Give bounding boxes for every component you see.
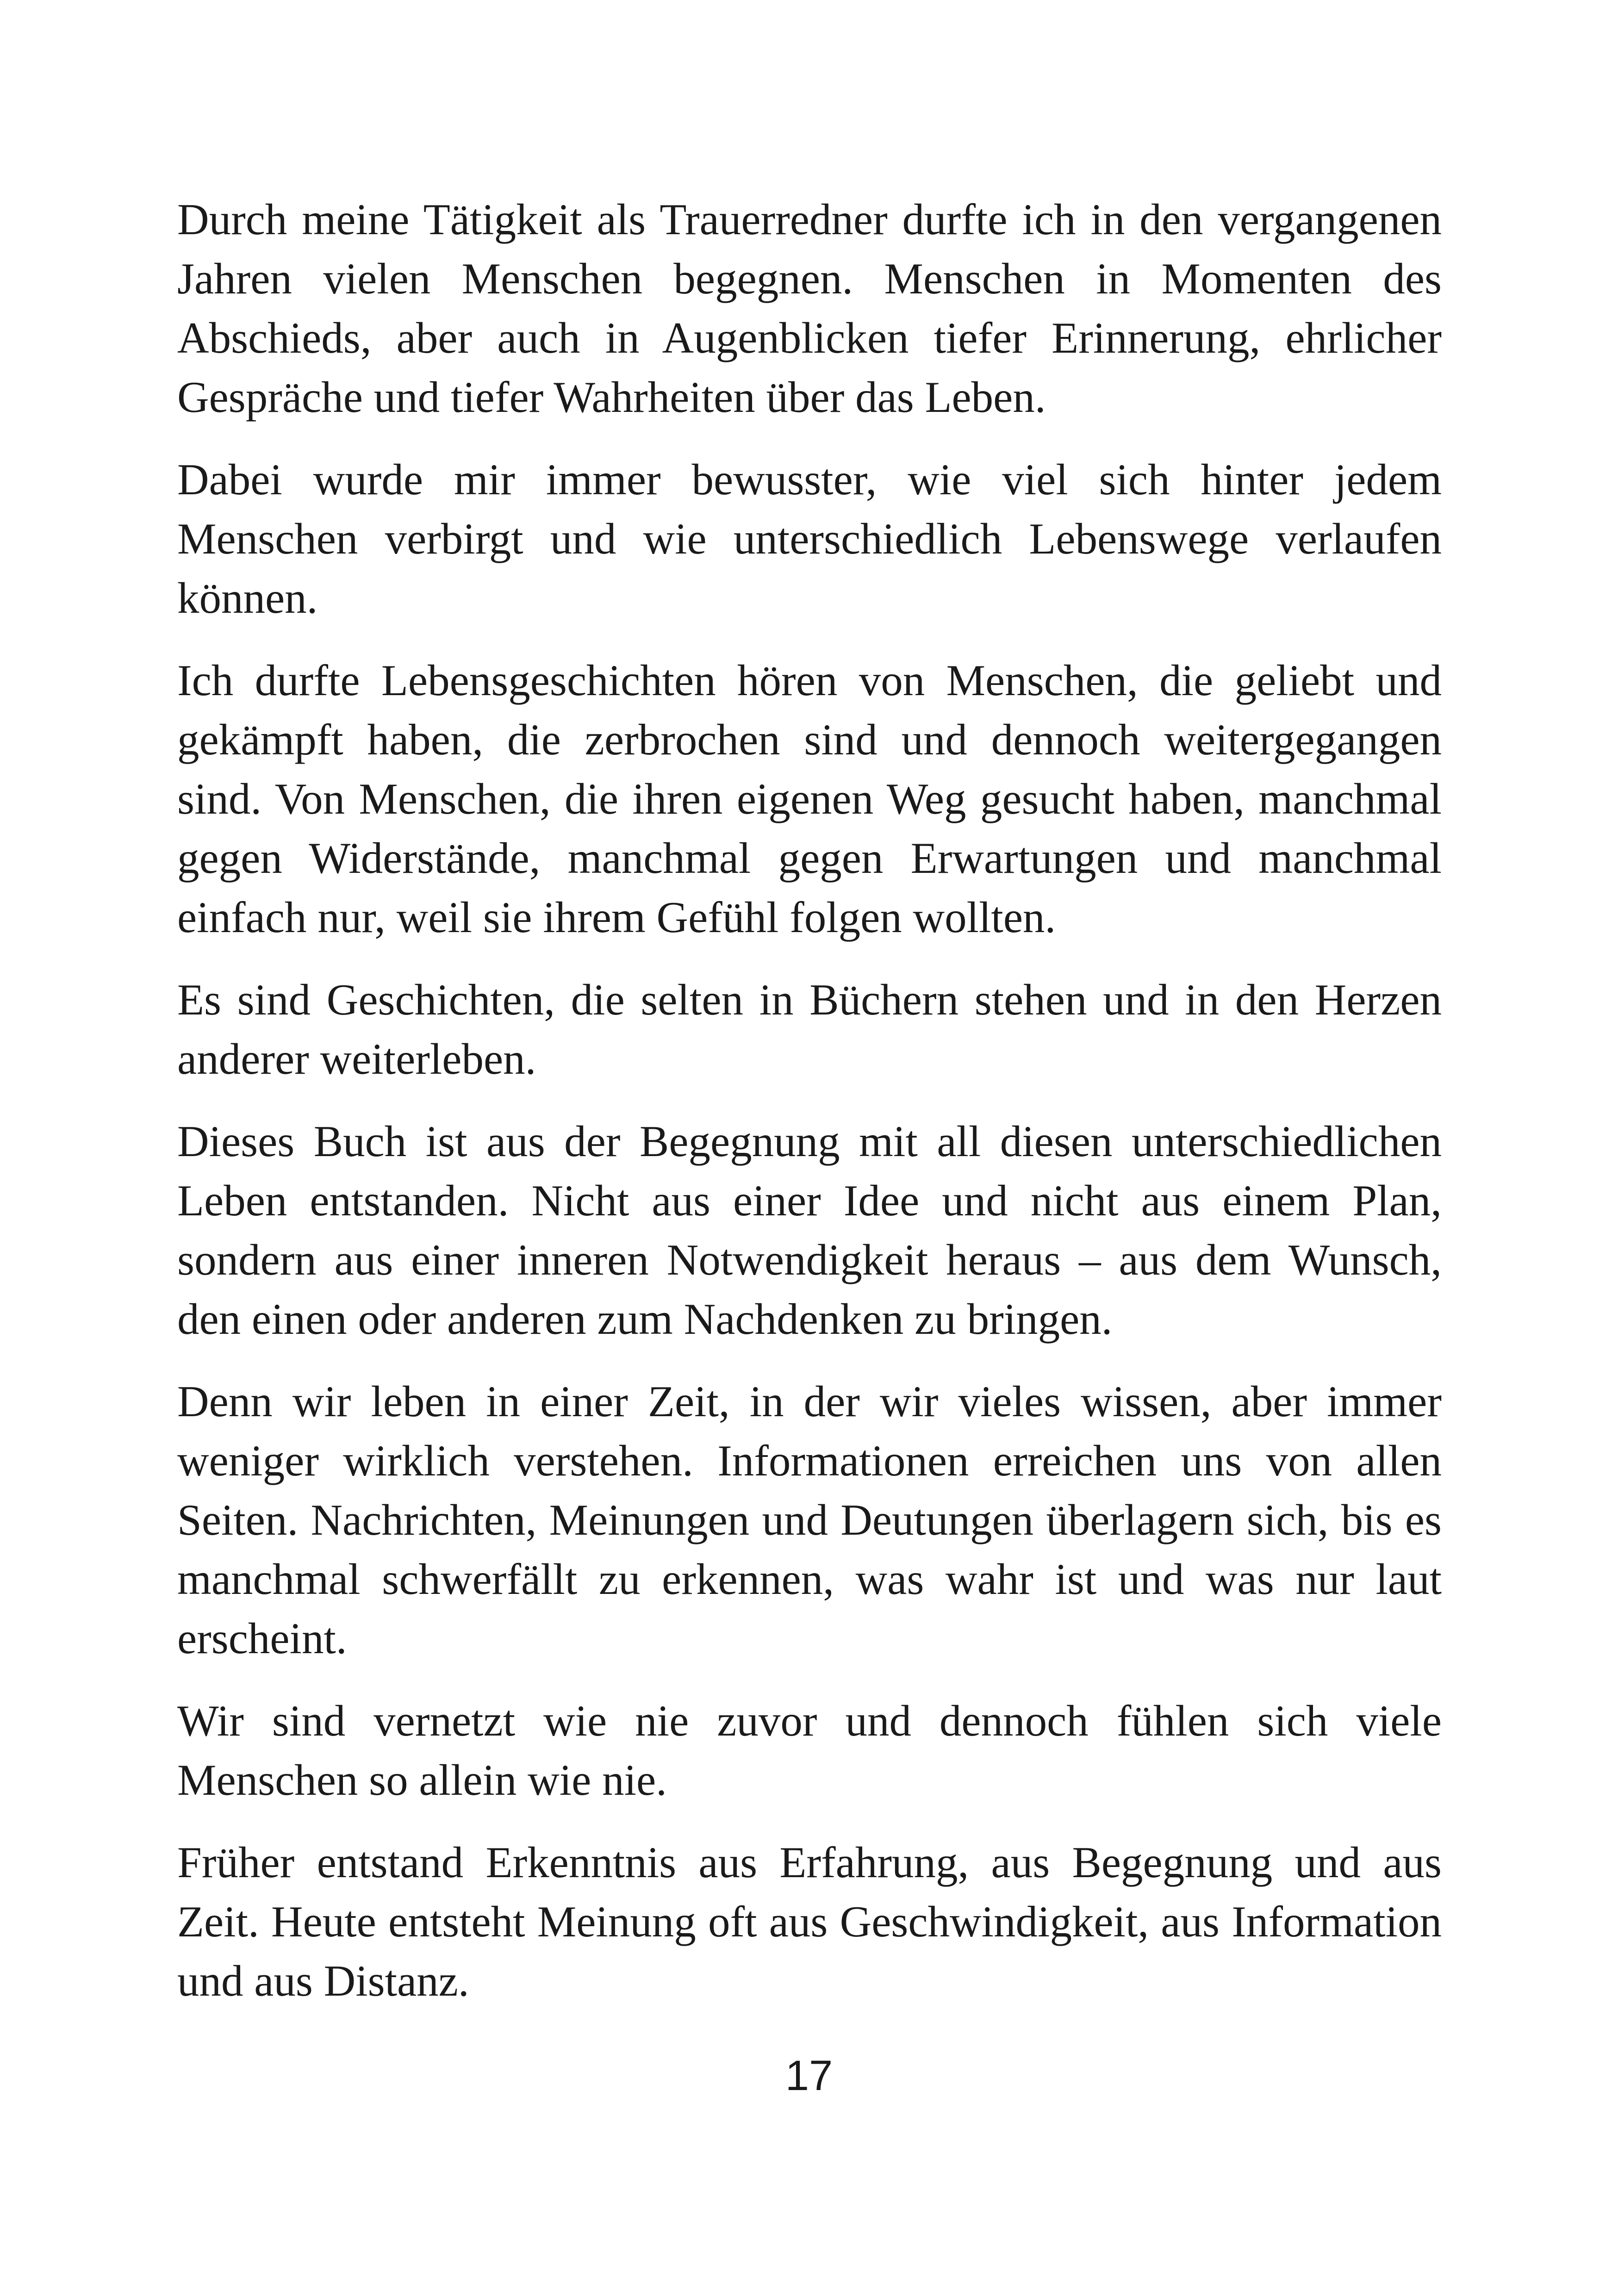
paragraph-2: Dabei wurde mir immer bewusster, wie viel sich hinter jedem Menschen verbirgt und wie unterschiedlich Lebenswege verlaufen können. — [177, 455, 1442, 622]
paragraph-8: Früher entstand Erkenntnis aus Erfahrung, aus Begegnung und aus Zeit. Heute entsteht Meinung oft aus Geschwindigkeit, aus Information und aus Distanz. — [177, 1838, 1442, 2005]
paragraph-3: Ich durfte Lebensgeschichten hören von Menschen, die geliebt und gekämpft haben, die zerbrochen sind und dennoch weitergegangen sind. Von Menschen, die ihren eigenen Weg gesucht haben, manchmal gegen Widerstände, manchmal gegen Erwartungen und manchmal einfach nur, weil sie ihrem Gefühl folgen wollten. — [177, 656, 1442, 942]
paragraph-5: Dieses Buch ist aus der Begegnung mit all diesen unterschiedlichen Leben entstanden. Nicht aus einer Idee und nicht aus einem Plan, sondern aus einer inneren Notwendigkeit heraus – aus dem Wunsch, den einen oder anderen zum Nachdenken zu bringen. — [177, 1117, 1442, 1344]
paragraph-7: Wir sind vernetzt wie nie zuvor und dennoch fühlen sich viele Menschen so allein wie nie. — [177, 1696, 1442, 1804]
page-number: 17 — [785, 2052, 833, 2099]
paragraph-4: Es sind Geschichten, die selten in Büchern stehen und in den Herzen anderer weiterleben. — [177, 975, 1442, 1083]
body-text — [177, 190, 1442, 2034]
paragraph-1: Durch meine Tätigkeit als Trauerredner durfte ich in den vergangenen Jahren vielen Menschen begegnen. Menschen in Momenten des Abschieds, aber auch in Augenblicken tiefer Erinnerung, ehrlicher Gespräche und tiefer Wahrheiten über das Leben. — [177, 195, 1442, 422]
paragraph-6: Denn wir leben in einer Zeit, in der wir vieles wissen, aber immer weniger wirklich verstehen. Informationen erreichen uns von allen Seiten. Nachrichten, Meinungen und Deutungen überlagern sich, bis es manchmal schwerfällt zu erkennen, was wahr ist und was nur laut erscheint. — [177, 1377, 1442, 1663]
